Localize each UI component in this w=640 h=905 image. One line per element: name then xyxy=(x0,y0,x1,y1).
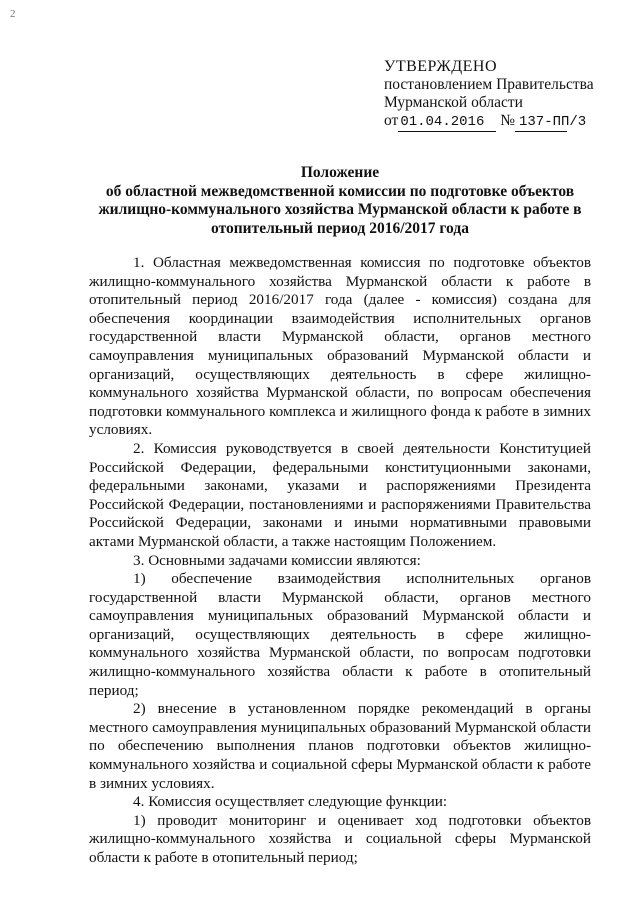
document-body xyxy=(89,254,591,868)
paragraph-4-item-1: 1) проводит мониторинг и оценивает ход подготовки объектов жилищно-коммунального хозяйства и социальной сферы Мурманской области к работе в отопительный период; xyxy=(89,811,591,866)
approval-line-2: Мурманской области xyxy=(384,94,523,111)
approval-date-line xyxy=(384,112,624,132)
approval-heading: УТВЕРЖДЕНО xyxy=(384,58,498,75)
title-line-3: жилищно-коммунального хозяйства Мурманской области к работе в xyxy=(98,201,582,218)
paragraph-4: 4. Комиссия осуществляет следующие функции: xyxy=(133,793,448,811)
paragraph-3-item-1: 1) обеспечение взаимодействия исполнительных органов государственной власти Мурманской области, органов местного самоуправления муниципальных образований Мурманской области и организаций, осуществляющих деятельность в сфере жилищно-коммунального хозяйства Мурманской области, по вопросам подготовки жилищно-коммунального хозяйства области к работе в отопительный период; xyxy=(89,570,591,699)
paragraph-3: 3. Основными задачами комиссии являются: xyxy=(133,551,421,569)
approval-stamp xyxy=(384,58,624,132)
approval-number: 137-ПП/3 xyxy=(515,113,567,132)
number-sign: № xyxy=(500,112,515,129)
approval-line-1: постановлением Правительства xyxy=(384,76,594,93)
approval-date: 01.04.2016 xyxy=(398,113,496,132)
date-prefix: от xyxy=(384,112,399,129)
paragraph-3-item-2: 2) внесение в установленном порядке рекомендаций в органы местного самоуправления муниципальных образований Мурманской области по обеспечению выполнения планов подготовки объектов жилищно-коммунального хозяйства и социальной сферы Мурманской области к работе в зимних условиях. xyxy=(89,700,591,792)
document-title xyxy=(88,164,592,238)
paragraph-1: 1. Областная межведомственная комиссия по подготовке объектов жилищно-коммунального хозяйства Мурманской области к работе в отопительный период 2016/2017 года (далее - комиссия) создана для обеспечения координации взаимодействия исполнительных органов государственной власти Мурманской области, органов местного самоуправления муниципальных образований Мурманской области и организаций, осуществляющих деятельность в сфере жилищно-коммунального хозяйства Мурманской области, по вопросам обеспечения подготовки коммунального комплекса и жилищного фонда к работе в зимних условиях. xyxy=(89,254,591,439)
paragraph-2: 2. Комиссия руководствуется в своей деятельности Конституцией Российской Федерации, федеральными конституционными законами, федеральными законами, указами и распоряжениями Президента Российской Федерации, постановлениями и распоряжениями Правительства Российской Федерации, законами и иными нормативными правовыми актами Мурманской области, а также настоящим Положением. xyxy=(89,439,591,550)
page-number: 2 xyxy=(10,8,16,20)
title-line-2: об областной межведомственной комиссии по подготовке объектов xyxy=(105,182,575,200)
title-line-1: Положение xyxy=(300,164,380,181)
title-line-4: отопительный период 2016/2017 года xyxy=(211,219,469,237)
